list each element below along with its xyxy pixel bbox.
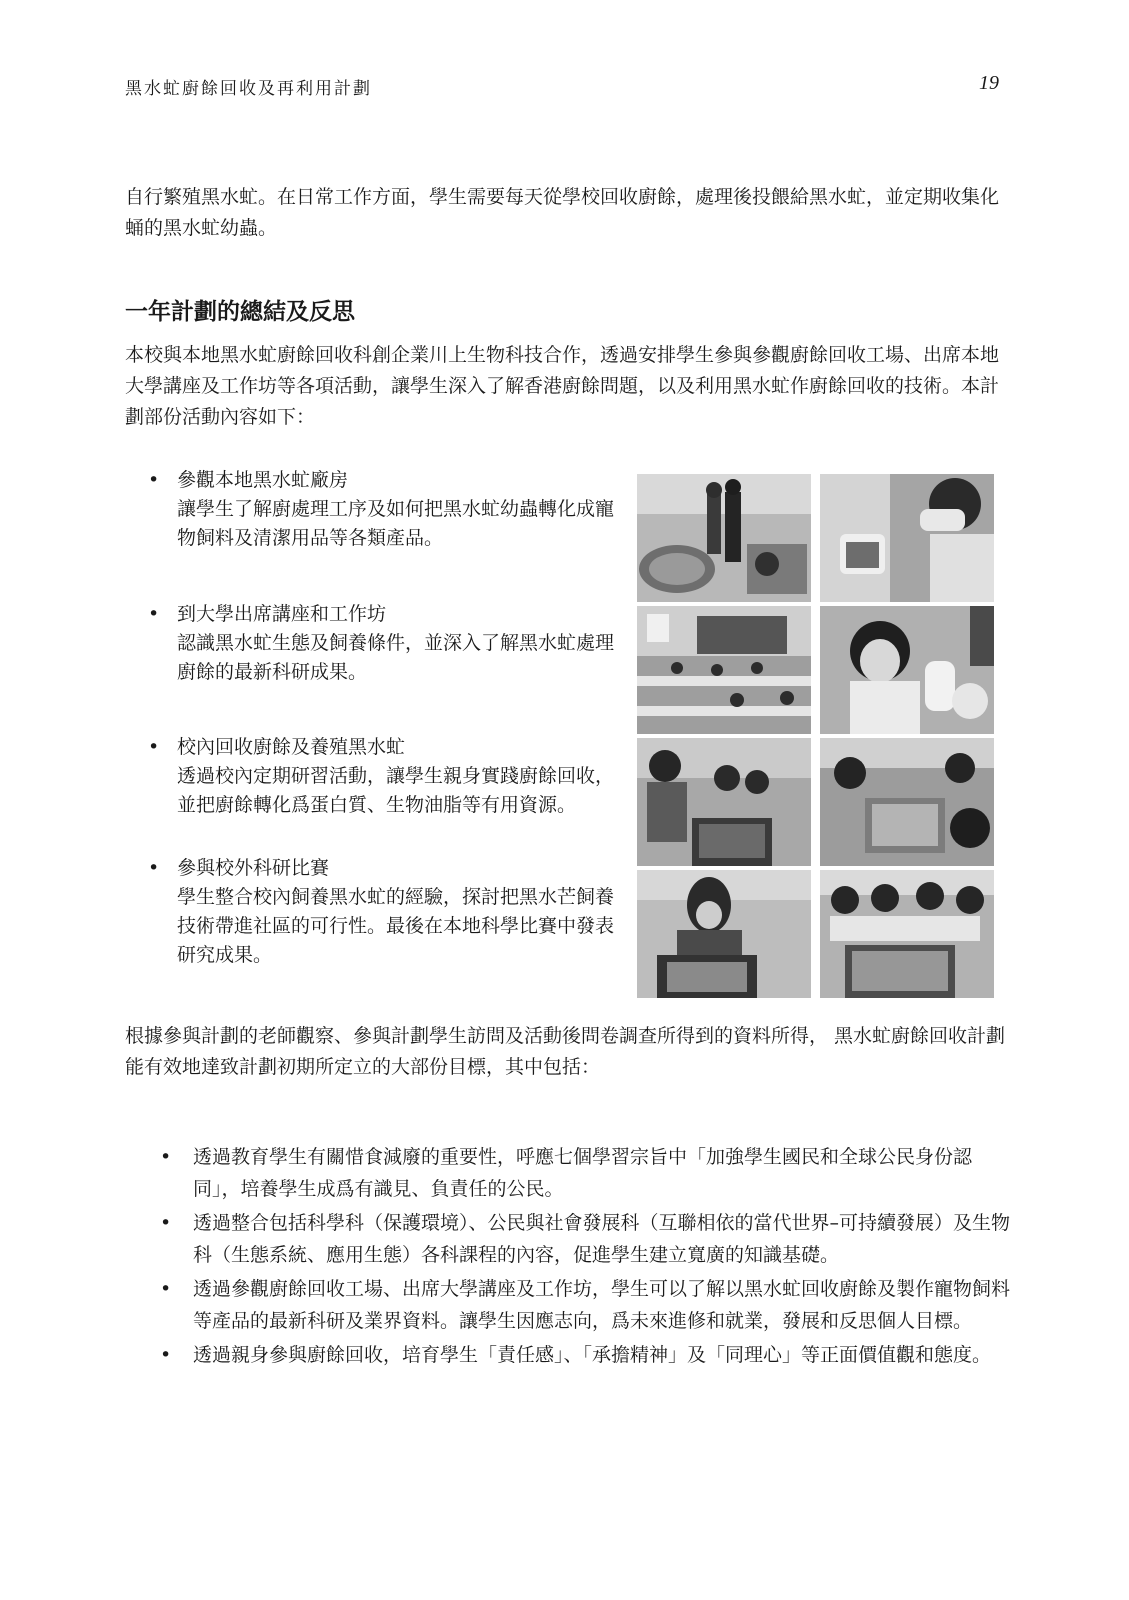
goal-text: 透過親身參與廚餘回收，培育學生「責任感」、「承擔精神」及「同理心」等正面價值觀和態度。 (193, 1344, 992, 1366)
goal-text: 透過教育學生有關惜食減廢的重要性，呼應七個學習宗旨中「加強學生國民和全球公民身份認同」，培養學生成爲有識見、負責任的公民。 (193, 1146, 973, 1200)
header-title: 黑水虻廚餘回收及再利用計劃 (125, 79, 372, 99)
bullet: • (160, 1212, 172, 1234)
goal-text: 透過參觀廚餘回收工場、出席大學講座及工作坊，學生可以了解以黑水虻回收廚餘及製作寵物飼料等產品的最新科研及業界資料。讓學生因應志向，爲未來進修和就業，發展和反思個人目標。 (193, 1278, 1011, 1332)
section-heading: 一年計劃的總結及反思 (125, 299, 355, 325)
section-paragraph: 本校與本地黑水虻廚餘回收科創企業川上生物科技合作，透過安排學生參與參觀廚餘回收工場、出席本地大學講座及工作坊等各項活動，讓學生深入了解香港廚餘問題，以及利用黑水虻作廚餘回收的技術。本計劃部份活動內容如下： (125, 344, 1000, 428)
activity-description: 學生整合校內飼養黑水虻的經驗，探討把黑水芒飼養技術帶進社區的可行性。最後在本地科學比賽中發表研究成果。 (177, 886, 615, 966)
goal-text: 透過整合包括科學科（保護環境）、公民與社會發展科（互聯相依的當代世界–可持續發展）及生物科（生態系統、應用生態）各科課程的內容，促進學生建立寬廣的知識基礎。 (193, 1212, 1011, 1266)
goal-item (160, 1141, 1015, 1205)
photo-lecture-hall (637, 606, 811, 734)
goal-item (160, 1339, 1015, 1371)
bullet: • (148, 603, 160, 625)
photo-microscope (820, 606, 994, 734)
activity-item (148, 600, 618, 687)
goal-item (160, 1273, 1015, 1337)
photo-group-bins (820, 870, 994, 998)
bullet: • (160, 1146, 172, 1168)
photo-larvae-inspection (820, 474, 994, 602)
bullet: • (160, 1344, 172, 1366)
page-number: 19 (979, 72, 999, 94)
bullet: • (148, 736, 160, 758)
activity-description: 認識黑水虻生態及飼養條件，並深入了解黑水虻處理廚餘的最新科研成果。 (177, 632, 615, 683)
bullet: • (148, 469, 160, 491)
goal-item (160, 1207, 1015, 1271)
activity-title: 到大學出席講座和工作坊 (177, 603, 387, 625)
activity-title: 參觀本地黑水虻廠房 (177, 469, 349, 491)
activity-item (148, 466, 618, 553)
bullet: • (160, 1278, 172, 1300)
conclusion-paragraph: 根據參與計劃的老師觀察、參與計劃學生訪問及活動後問卷調查所得到的資料所得， 黑水虻廚餘回收計劃能有效地達致計劃初期所定立的大部份目標，其中包括： (125, 1025, 1006, 1078)
photo-students-bins (820, 738, 994, 866)
activity-title: 參與校外科研比賽 (177, 857, 330, 879)
photo-collage (637, 474, 994, 1002)
activity-item (148, 854, 618, 970)
activity-description: 讓學生了解廚處理工序及如何把黑水虻幼蟲轉化成寵物飼料及清潔用品等各類產品。 (177, 498, 615, 549)
activity-description: 透過校內定期研習活動，讓學生親身實踐廚餘回收，並把廚餘轉化爲蛋白質、生物油脂等有用資源。 (177, 765, 615, 816)
photo-school-bins (637, 738, 811, 866)
activity-item (148, 733, 618, 820)
photo-student-feeding (637, 870, 811, 998)
goals-list (160, 1141, 1015, 1373)
bullet: • (148, 857, 160, 879)
intro-paragraph: 自行繁殖黑水虻。在日常工作方面，學生需要每天從學校回收廚餘，處理後投餵給黑水虻，並定期收集化蛹的黑水虻幼蟲。 (125, 186, 1000, 239)
photo-factory-visit (637, 474, 811, 602)
activity-title: 校內回收廚餘及養殖黑水虻 (177, 736, 406, 758)
